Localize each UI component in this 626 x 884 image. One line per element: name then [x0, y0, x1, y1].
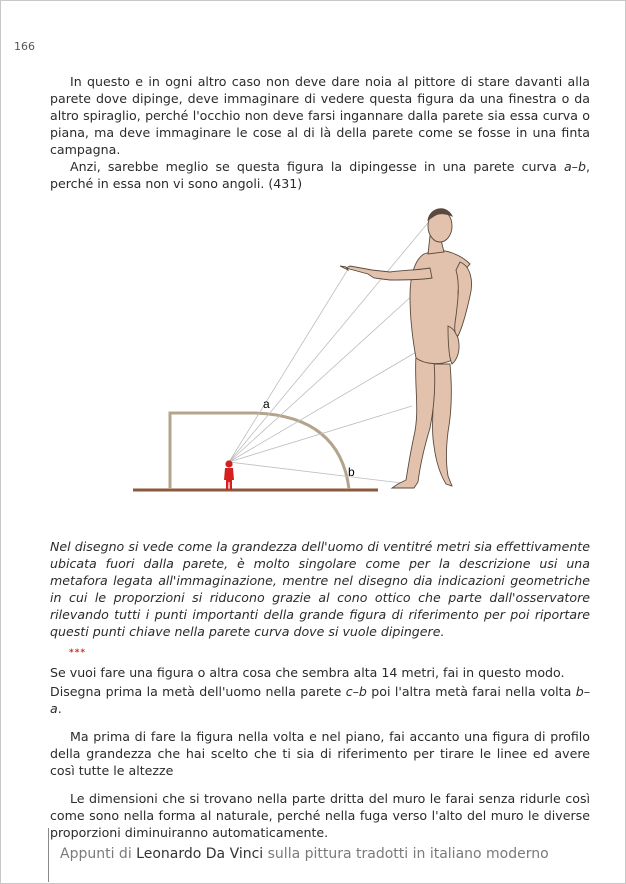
sight-line-chest	[229, 284, 425, 462]
instruction-paragraph-3: Ma prima di fare la figura nella volta e nel piano, fai accanto una figura di profilo della grandezza che hai scelto che ti sia di riferimento per tirare le linee ed avere così tutte le altezze	[50, 729, 590, 778]
sight-lines	[229, 212, 437, 484]
curve-label-ab: a–b	[563, 159, 586, 174]
instruction-line-2-part-1: Disegna prima la metà dell'uomo nella parete	[50, 684, 346, 699]
instruction-line-2-part-2: poi l'altra metà farai nella volta	[366, 684, 576, 699]
reference-man-figure	[340, 209, 472, 488]
page-number: 166	[14, 40, 35, 53]
wall-label-cb: c–b	[345, 684, 367, 699]
sight-line-hip	[229, 351, 418, 462]
figure-caption	[50, 538, 590, 640]
vault-label-ba: b–a	[50, 684, 590, 716]
footer-prefix: Appunti di	[60, 846, 137, 862]
curved-wall	[170, 413, 349, 489]
running-footer	[60, 846, 549, 862]
footer-rule	[48, 828, 49, 882]
sight-line-foot	[229, 462, 410, 484]
caption-text: Nel disegno si vede come la grandezza dell'uomo di ventitré metri sia effettivamente ubicata fuori dalla parete, è molto singolare come per la descrizione usi una metafora legata all'immaginazione, mentre nel disegno dia indicazioni geometriche in cui le proporzioni si riducono grazie al cono ottico che parte dall'osservatore rilevando tutti i punti importanti della grande figura di riferimento per poi riportare questi punti chiave nella parete curva dove si vuole dipingere.	[50, 539, 590, 639]
intro-paragraph-2-end: , perché in essa non vi sono angoli. (431)	[50, 159, 590, 191]
footer-suffix: sulla pittura tradotti in italiano moderno	[263, 846, 549, 862]
instruction-paragraph-4: Le dimensioni che si trovano nella parte dritta del muro le farai senza ridurle così come sono nella forma al naturale, perché nella fuga verso l'alto del muro le diverse proporzioni diminuiranno automaticamente.	[50, 791, 590, 840]
instructions-text	[50, 664, 590, 841]
instruction-line-2-part-3: .	[57, 701, 62, 716]
label-b: b	[348, 465, 355, 479]
intro-paragraph-2	[50, 158, 590, 192]
label-a: a	[263, 397, 270, 411]
footer-author: Leonardo Da Vinci	[136, 846, 264, 862]
intro-text	[50, 73, 590, 192]
sight-line-head	[229, 212, 437, 462]
instruction-line-2	[50, 683, 590, 717]
section-marker: ***	[69, 648, 87, 658]
observer-figure	[224, 460, 234, 490]
instruction-line-1: Se vuoi fare una figura o altra cosa che sembra alta 14 metri, fai in questo modo.	[50, 665, 565, 680]
intro-paragraph-2-start: Anzi, sarebbe meglio se questa figura la dipingesse in una parete curva	[70, 159, 564, 174]
perspective-figure	[0, 196, 626, 506]
sight-line-hand	[229, 266, 350, 462]
intro-paragraph-1: In questo e in ogni altro caso non deve dare noia al pittore di stare davanti alla parete dove dipinge, deve immaginare di vedere questa figura da una finestra o da altro spiraglio, perché l'occhio non deve farsi ingannare dalla parete sia essa curva o piana, ma deve immaginare le cose al di là della parete come se fosse in una finta campagna.	[50, 74, 590, 157]
